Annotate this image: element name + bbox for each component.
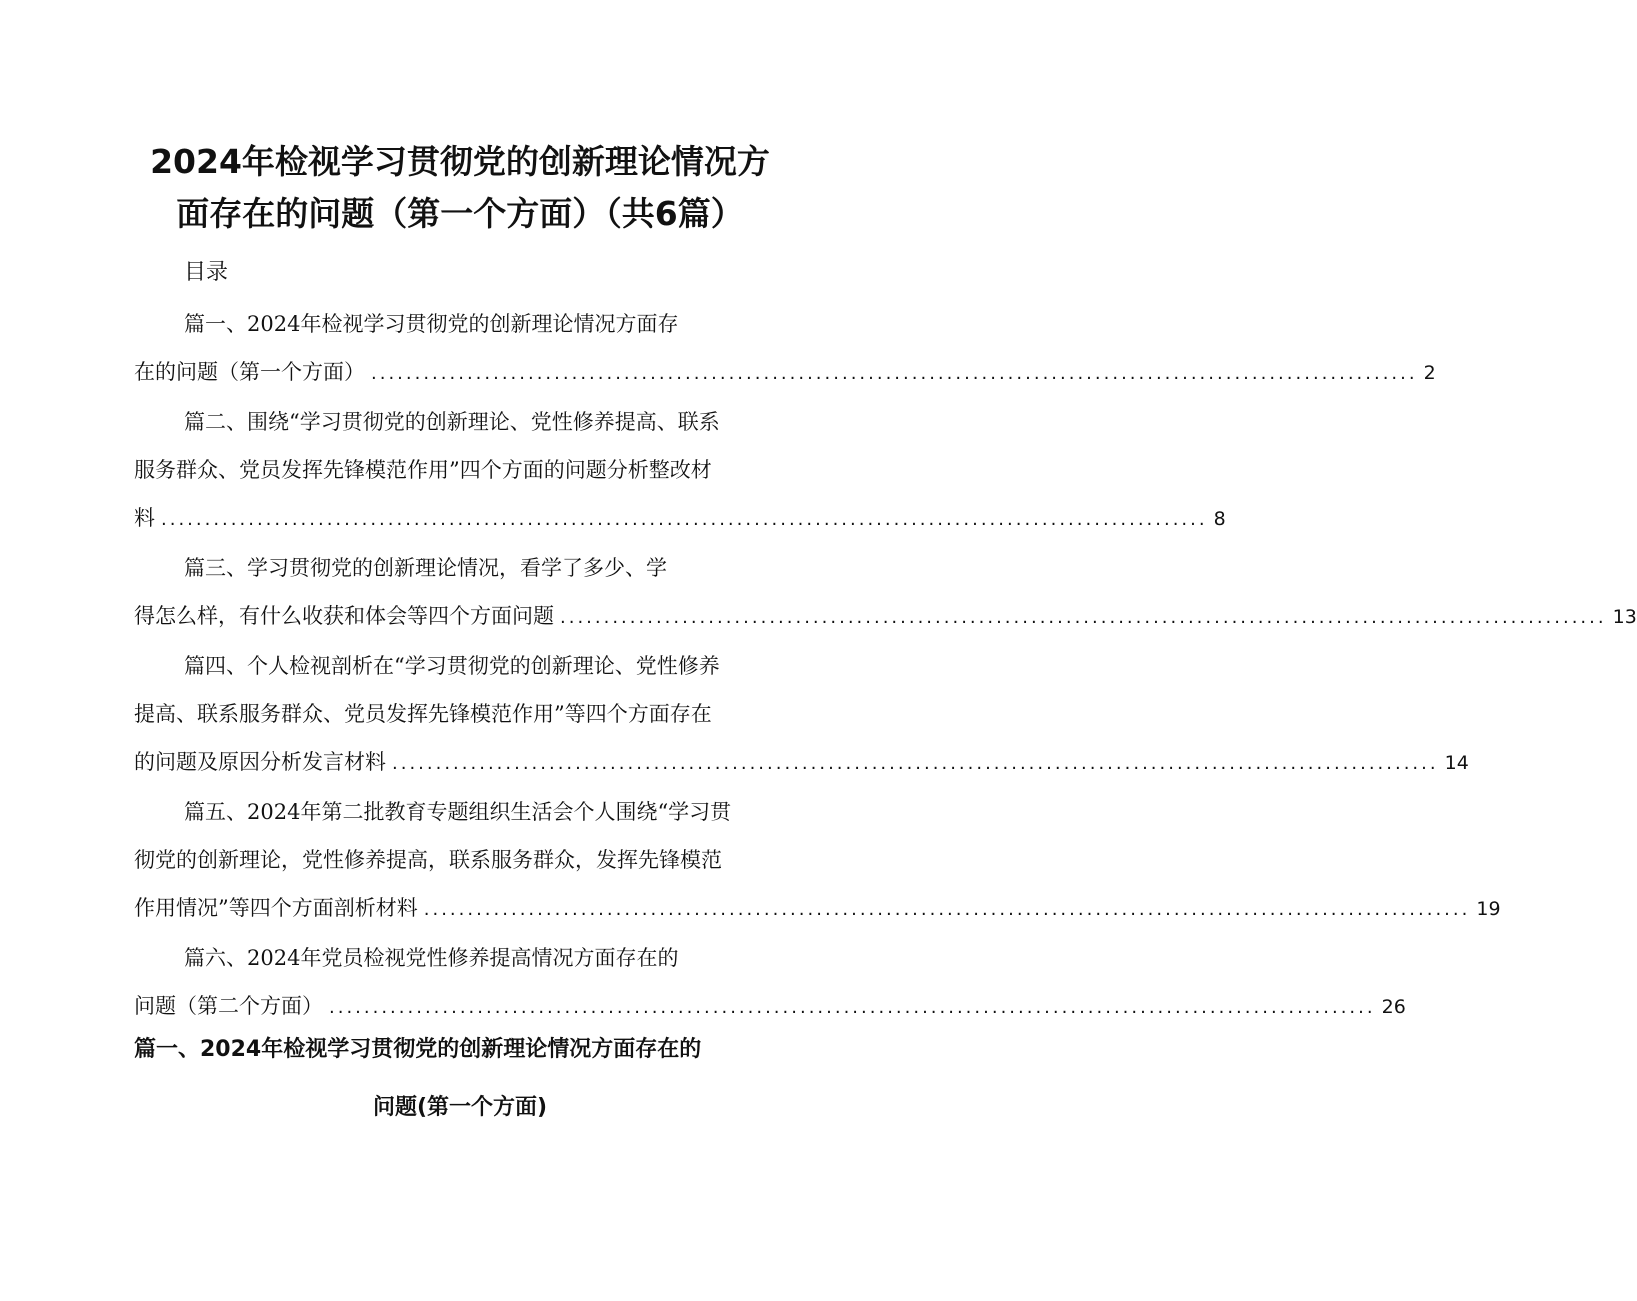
toc-entry-text: 得怎么样，有什么收获和体会等四个方面问题 [134,604,554,628]
toc-entry-text: 的问题及原因分析发言材料 [134,750,386,774]
toc-entry-text: 料 [134,506,155,530]
toc-entry-line [134,884,1501,934]
toc-entry-line [134,982,1406,1032]
toc-entry-line: 篇五、2024年第二批教育专题组织生活会个人围绕“学习贯 [184,800,732,824]
toc-entry-text: 作用情况”等四个方面剖析材料 [134,896,418,920]
toc-entry-line [134,592,1637,642]
toc-entry[interactable] [134,788,1501,934]
toc-entry-line: 篇二、围绕“学习贯彻党的创新理论、党性修养提高、联系 [184,410,720,434]
toc-page-number: 14 [1444,752,1469,774]
toc-page-number: 19 [1476,898,1501,920]
toc-entry-line: 提高、联系服务群众、党员发挥先锋模范作用”等四个方面存在 [134,702,712,726]
toc-entry-line [134,494,1226,544]
toc-dot-leader: ........................................................................................................................ [392,753,1439,774]
toc-entry-line: 服务群众、党员发挥先锋模范作用”四个方面的问题分析整改材 [134,458,712,482]
toc-entry-line: 彻党的创新理论，党性修养提高，联系服务群众，发挥先锋模范 [134,848,722,872]
toc-entry-line: 篇四、个人检视剖析在“学习贯彻党的创新理论、党性修养 [184,654,720,678]
toc-heading: 目录 [184,260,229,285]
toc-entry[interactable] [134,544,1637,642]
section-subheading: 问题(第一个方面) [372,1095,548,1120]
toc-entry-line: 篇六、2024年党员检视党性修养提高情况方面存在的 [184,946,679,970]
section-heading: 篇一、2024年检视学习贯彻党的创新理论情况方面存在的 [134,1037,702,1062]
document-title-line-1: 2024年检视学习贯彻党的创新理论情况方 [150,142,770,181]
toc-entry[interactable] [134,934,1406,1032]
toc-entry-line: 篇三、学习贯彻党的创新理论情况，看学了多少、学 [184,556,667,580]
document-title-line-2: 面存在的问题（第一个方面）（共6篇） [176,194,744,233]
toc-entry[interactable] [134,300,1436,398]
toc-dot-leader: ........................................................................................................................ [371,363,1418,384]
document-title [0,136,920,240]
toc-entry-line [134,348,1436,398]
toc-dot-leader: ........................................................................................................................ [560,607,1607,628]
toc-dot-leader: ........................................................................................................................ [161,509,1208,530]
table-of-contents [134,300,1637,1032]
toc-page-number: 13 [1612,606,1637,628]
toc-entry-text: 在的问题（第一个方面） [134,360,365,384]
toc-dot-leader: ........................................................................................................................ [423,899,1471,920]
toc-entry-text: 问题（第二个方面） [134,994,323,1018]
toc-entry-line: 篇一、2024年检视学习贯彻党的创新理论情况方面存 [184,312,679,336]
toc-entry-line [134,738,1469,788]
toc-entry[interactable] [134,642,1469,788]
toc-dot-leader: ........................................................................................................................ [329,997,1376,1018]
toc-page-number: 2 [1423,362,1436,384]
toc-entry[interactable] [134,398,1226,544]
toc-page-number: 26 [1381,996,1406,1018]
toc-page-number: 8 [1213,508,1226,530]
